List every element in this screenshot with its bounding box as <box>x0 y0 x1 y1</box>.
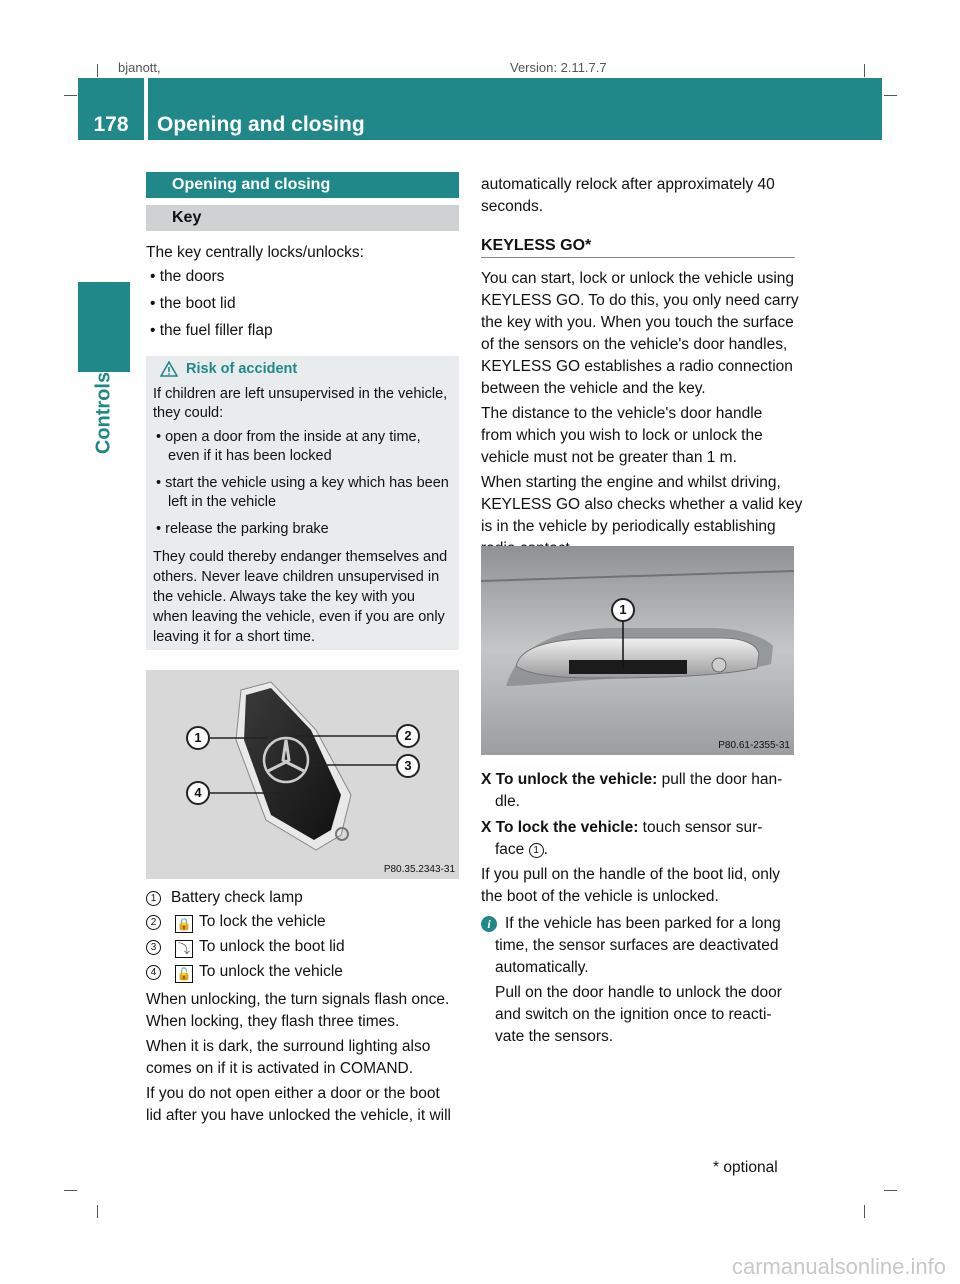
side-tab <box>78 371 130 455</box>
paragraph-line: When it is dark, the surround lighting also <box>146 1038 431 1055</box>
warning-line: others. Never leave children unsupervised in <box>153 569 440 585</box>
subsection-heading: Key <box>146 205 459 231</box>
paragraph-line: is in the vehicle by periodically establishing <box>481 518 776 535</box>
watermark: carmanualsonline.info <box>731 1254 946 1279</box>
photo-code: P80.35.2343-31 <box>383 864 455 875</box>
instruction-line: dle. <box>495 793 520 810</box>
step-marker-icon: X <box>481 771 492 788</box>
warning-line: when leaving the vehicle, even if you are only <box>153 609 445 625</box>
warning-line: the vehicle. Always take the key with you <box>153 589 415 605</box>
crop-mark <box>97 64 98 77</box>
photo-code: P80.61-2355-31 <box>718 740 790 751</box>
callout-1: 1 <box>186 726 210 750</box>
heading-rule <box>481 257 795 258</box>
intro-text: The key centrally locks/unlocks: <box>146 244 364 261</box>
meta-author: bjanott, <box>118 60 161 75</box>
warning-line: left in the vehicle <box>168 494 277 510</box>
info-line: vate the sensors. <box>495 1028 614 1045</box>
side-tab-marker <box>78 282 130 372</box>
crop-mark <box>864 1205 865 1218</box>
paragraph-line: automatically relock after approximately 40 <box>481 176 775 193</box>
paragraph-line: KEYLESS GO. To do this, you only need carry <box>481 292 799 309</box>
warning-box <box>146 356 459 650</box>
meta-version: Version: 2.11.7.7 <box>510 60 607 75</box>
paragraph-line: comes on if it is activated in COMAND. <box>146 1060 414 1077</box>
crop-mark <box>97 1205 98 1218</box>
page-title: Opening and closing <box>157 113 365 136</box>
instruction-lock: X To lock the vehicle: touch sensor sur- <box>481 819 763 836</box>
info-icon: i <box>481 916 497 932</box>
list-item: • the doors <box>150 268 225 285</box>
step-marker-icon: X <box>481 819 492 836</box>
crop-mark <box>884 1190 897 1191</box>
boot-unlock-icon: ⤵ <box>175 940 193 958</box>
warning-title: Risk of accident <box>186 361 298 377</box>
section-heading: Opening and closing <box>146 172 459 198</box>
instruction-unlock: X To unlock the vehicle: pull the door han- <box>481 771 783 788</box>
door-handle-illustration <box>481 546 794 755</box>
paragraph-line: When unlocking, the turn signals flash once. <box>146 991 450 1008</box>
crop-mark <box>64 1190 77 1191</box>
callout-2: 2 <box>396 724 420 748</box>
crop-mark <box>884 95 897 96</box>
warning-bullet: • start the vehicle using a key which has been <box>156 475 449 491</box>
legend-item: 1 Battery check lamp <box>146 885 303 911</box>
warning-line: leaving it for a short time. <box>153 629 315 645</box>
paragraph-line: the boot of the vehicle is unlocked. <box>481 888 719 905</box>
info-line: Pull on the door handle to unlock the door <box>495 984 782 1001</box>
warning-triangle-icon <box>160 361 178 377</box>
warning-line: they could: <box>153 405 224 421</box>
side-tab-label: Controls <box>92 371 115 455</box>
callout-3: 3 <box>396 754 420 778</box>
paragraph-line: When starting the engine and whilst driving, <box>481 474 781 491</box>
page-number: 178 <box>93 113 129 136</box>
paragraph-line: from which you wish to lock or unlock the <box>481 427 763 444</box>
list-item: • the fuel filler flap <box>150 322 273 339</box>
paragraph-line: the key with you. When you touch the surface <box>481 314 794 331</box>
paragraph-line: KEYLESS GO also checks whether a valid key <box>481 496 803 513</box>
keyless-go-heading: KEYLESS GO* <box>481 237 592 254</box>
legend-item: 4 🔓 To unlock the vehicle <box>146 959 343 985</box>
paragraph-line: of the sensors on the vehicle's door handles, <box>481 336 788 353</box>
info-line: automatically. <box>495 959 589 976</box>
warning-line: If children are left unsupervised in the vehicle, <box>153 386 448 402</box>
paragraph-line: You can start, lock or unlock the vehicle using <box>481 270 795 287</box>
instruction-line: face 1 . <box>495 841 548 858</box>
door-handle-photo <box>481 546 794 755</box>
warning-bullet: • release the parking brake <box>156 521 329 537</box>
warning-line: even if it has been locked <box>168 448 332 464</box>
paragraph-line: seconds. <box>481 198 544 215</box>
paragraph-line: between the vehicle and the key. <box>481 380 706 397</box>
unlock-icon: 🔓 <box>176 967 192 981</box>
paragraph-line: If you do not open either a door or the boot <box>146 1085 440 1102</box>
legend-item: 2 🔒 To lock the vehicle <box>146 909 326 935</box>
crop-mark <box>64 95 77 96</box>
paragraph-line: If you pull on the handle of the boot lid, only <box>481 866 781 883</box>
info-line: and switch on the ignition once to reacti- <box>495 1006 772 1023</box>
paragraph-line: vehicle must not be greater than 1 m. <box>481 449 737 466</box>
info-line: If the vehicle has been parked for a long <box>505 915 781 932</box>
lock-icon: 🔒 <box>176 917 192 931</box>
warning-line: They could thereby endanger themselves and <box>153 549 448 565</box>
info-line: time, the sensor surfaces are deactivated <box>495 937 779 954</box>
callout-1: 1 <box>611 598 635 622</box>
crop-mark <box>864 64 865 77</box>
optional-footnote: * optional <box>713 1159 778 1176</box>
paragraph-line: The distance to the vehicle's door handle <box>481 405 763 422</box>
warning-bullet: • open a door from the inside at any time, <box>156 429 421 445</box>
callout-4: 4 <box>186 781 210 805</box>
paragraph-line: When locking, they flash three times. <box>146 1013 400 1030</box>
paragraph-line: KEYLESS GO establishes a radio connection <box>481 358 793 375</box>
key-photo <box>146 670 459 879</box>
list-item: • the boot lid <box>150 295 236 312</box>
legend-item: 3 ⤵ To unlock the boot lid <box>146 934 345 960</box>
paragraph-line: lid after you have unlocked the vehicle, it will <box>146 1107 451 1124</box>
